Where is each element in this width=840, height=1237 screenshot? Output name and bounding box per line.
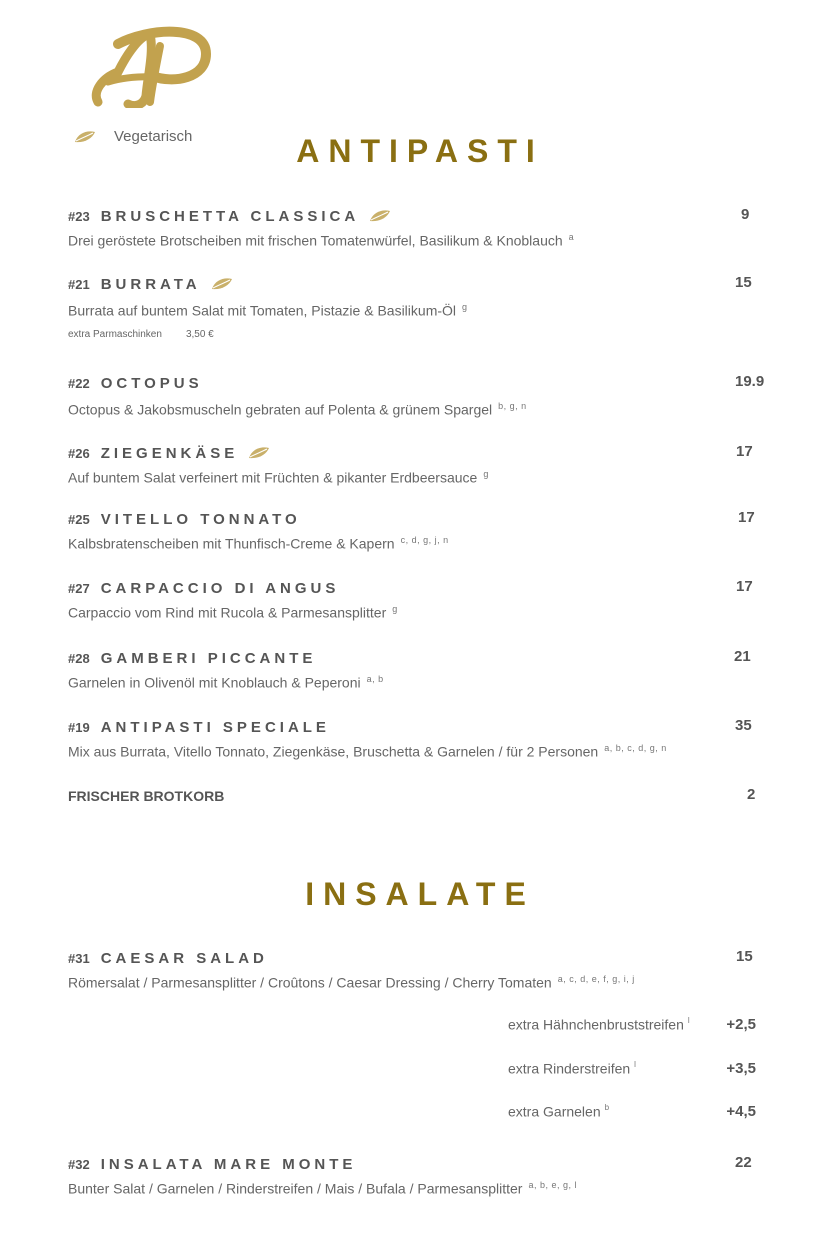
item-number: #23: [68, 208, 90, 224]
item-price: 21: [734, 648, 751, 665]
item-number: #19: [68, 719, 90, 735]
allergen-codes: b: [604, 1103, 610, 1112]
menu-item-vitello-tonnato: [68, 509, 768, 552]
item-name: OCTOPUS: [100, 374, 203, 392]
item-number: #32: [68, 1156, 90, 1172]
item-description: Carpaccio vom Rind mit Rucola & Parmesansplitter $^g$: [68, 604, 398, 621]
item-description: Auf buntem Salat verfeinert mit Früchten & pikanter Erdbeersauce $^g$: [68, 469, 489, 486]
restaurant-logo: [88, 22, 212, 108]
item-description: Octopus & Jakobsmuscheln gebraten auf Polenta & grünem Spargel $^{b, g, n}$: [68, 401, 527, 418]
allergen-codes: l: [687, 1016, 691, 1025]
item-number: #25: [68, 511, 90, 527]
item-price: 22: [735, 1154, 752, 1171]
item-description: Drei geröstete Brotscheiben mit frischen Tomatenwürfel, Basilikum & Knoblauch $^a$: [68, 232, 575, 249]
menu-item-burrata: [68, 274, 768, 340]
item-name: ZIEGENKÄSE: [100, 444, 239, 462]
leaf-icon: [369, 209, 391, 223]
item-name: BURRATA: [100, 275, 201, 293]
item-description: Kalbsbratenscheiben mit Thunfisch-Creme & Kapern $^{c, d, g, j, n}$: [68, 535, 449, 552]
item-number: #22: [68, 375, 90, 391]
allergen-codes: c, d, g, j, n: [400, 535, 449, 545]
menu-item-gamberi: [68, 648, 768, 691]
extra-option-garnelen: [508, 1103, 758, 1121]
extra-price: +3,5: [726, 1060, 756, 1077]
item-price: 9: [741, 206, 750, 223]
item-name: CARPACCIO DI ANGUS: [100, 579, 340, 597]
item-price: 35: [735, 717, 752, 734]
allergen-codes: a, b, c, d, g, n: [604, 743, 667, 753]
allergen-codes: a, b: [366, 674, 384, 684]
menu-item-insalata-mare-monte: [68, 1154, 768, 1197]
allergen-codes: a: [568, 232, 575, 242]
allergen-codes: b, g, n: [498, 401, 527, 411]
menu-item-brotkorb: [68, 786, 768, 806]
item-number: #31: [68, 950, 90, 966]
menu-item-bruschetta: [68, 206, 768, 249]
section-title-antipasti: ANTIPASTI: [296, 133, 544, 169]
item-number: #27: [68, 580, 90, 596]
extra-price: +4,5: [726, 1103, 756, 1120]
allergen-codes: a, c, d, e, f, g, i, j: [557, 974, 635, 984]
item-price: 19.9: [735, 373, 765, 390]
item-price: 17: [738, 509, 755, 526]
item-price: 15: [736, 948, 753, 965]
item-extra: [68, 329, 768, 340]
item-description: Römersalat / Parmesansplitter / Croûtons / Caesar Dressing / Cherry Tomaten $^{a, c, d, e, f, g, i, j}$: [68, 974, 635, 991]
extra-price: 3,50 €: [185, 328, 214, 340]
item-price: 17: [736, 578, 753, 595]
legend-label: Vegetarisch: [114, 128, 193, 145]
item-number: #26: [68, 445, 90, 461]
allergen-codes: l: [634, 1060, 637, 1069]
item-number: #28: [68, 650, 90, 666]
item-name: GAMBERI PICCANTE: [100, 649, 317, 667]
extra-label: extra Hähnchenbruststreifen: [508, 1016, 684, 1033]
item-name: INSALATA MARE MONTE: [100, 1155, 357, 1173]
allergen-codes: g: [483, 469, 489, 479]
item-description: Garnelen in Olivenöl mit Knoblauch & Peperoni $^{a, b}$: [68, 674, 384, 691]
extra-option-haehnchen: [508, 1016, 758, 1034]
extra-label: extra Rinderstreifen: [508, 1060, 631, 1077]
item-name: BRUSCHETTA CLASSICA: [100, 207, 360, 225]
allergen-codes: g: [462, 302, 468, 312]
extra-label: extra Garnelen: [508, 1103, 601, 1120]
allergen-codes: a, b, e, g, l: [528, 1180, 577, 1190]
item-description: Burrata auf buntem Salat mit Tomaten, Pistazie & Basilikum-Öl $^g$: [68, 302, 468, 319]
leaf-icon: [211, 277, 233, 291]
menu-item-octopus: [68, 373, 768, 418]
section-title-insalate: INSALATE: [305, 876, 535, 912]
item-price: 15: [735, 274, 752, 291]
item-price: 2: [747, 786, 756, 803]
extra-option-rinderstreifen: [508, 1060, 758, 1078]
menu-item-caesar-salad: [68, 948, 768, 991]
item-number: #21: [68, 276, 90, 292]
menu-item-ziegenkaese: [68, 443, 768, 486]
extra-label: extra Parmaschinken: [68, 328, 162, 340]
leaf-icon: [248, 446, 270, 460]
item-name: VITELLO TONNATO: [100, 510, 301, 528]
item-description: Mix aus Burrata, Vitello Tonnato, Ziegenkäse, Bruschetta & Garnelen / für 2 Personen $^{a, b, c, d, g, n}$: [68, 743, 667, 760]
item-name: CAESAR SALAD: [100, 949, 268, 967]
item-description: Bunter Salat / Garnelen / Rinderstreifen / Mais / Bufala / Parmesansplitter $^{a, b, e, g, l}$: [68, 1180, 577, 1197]
extra-price: +2,5: [726, 1016, 756, 1033]
item-price: 17: [736, 443, 753, 460]
allergen-codes: g: [392, 604, 398, 614]
item-name: ANTIPASTI SPECIALE: [100, 718, 330, 736]
item-name: FRISCHER BROTKORB: [68, 788, 225, 804]
menu-item-antipasti-speciale: [68, 717, 768, 760]
menu-item-carpaccio: [68, 578, 768, 621]
